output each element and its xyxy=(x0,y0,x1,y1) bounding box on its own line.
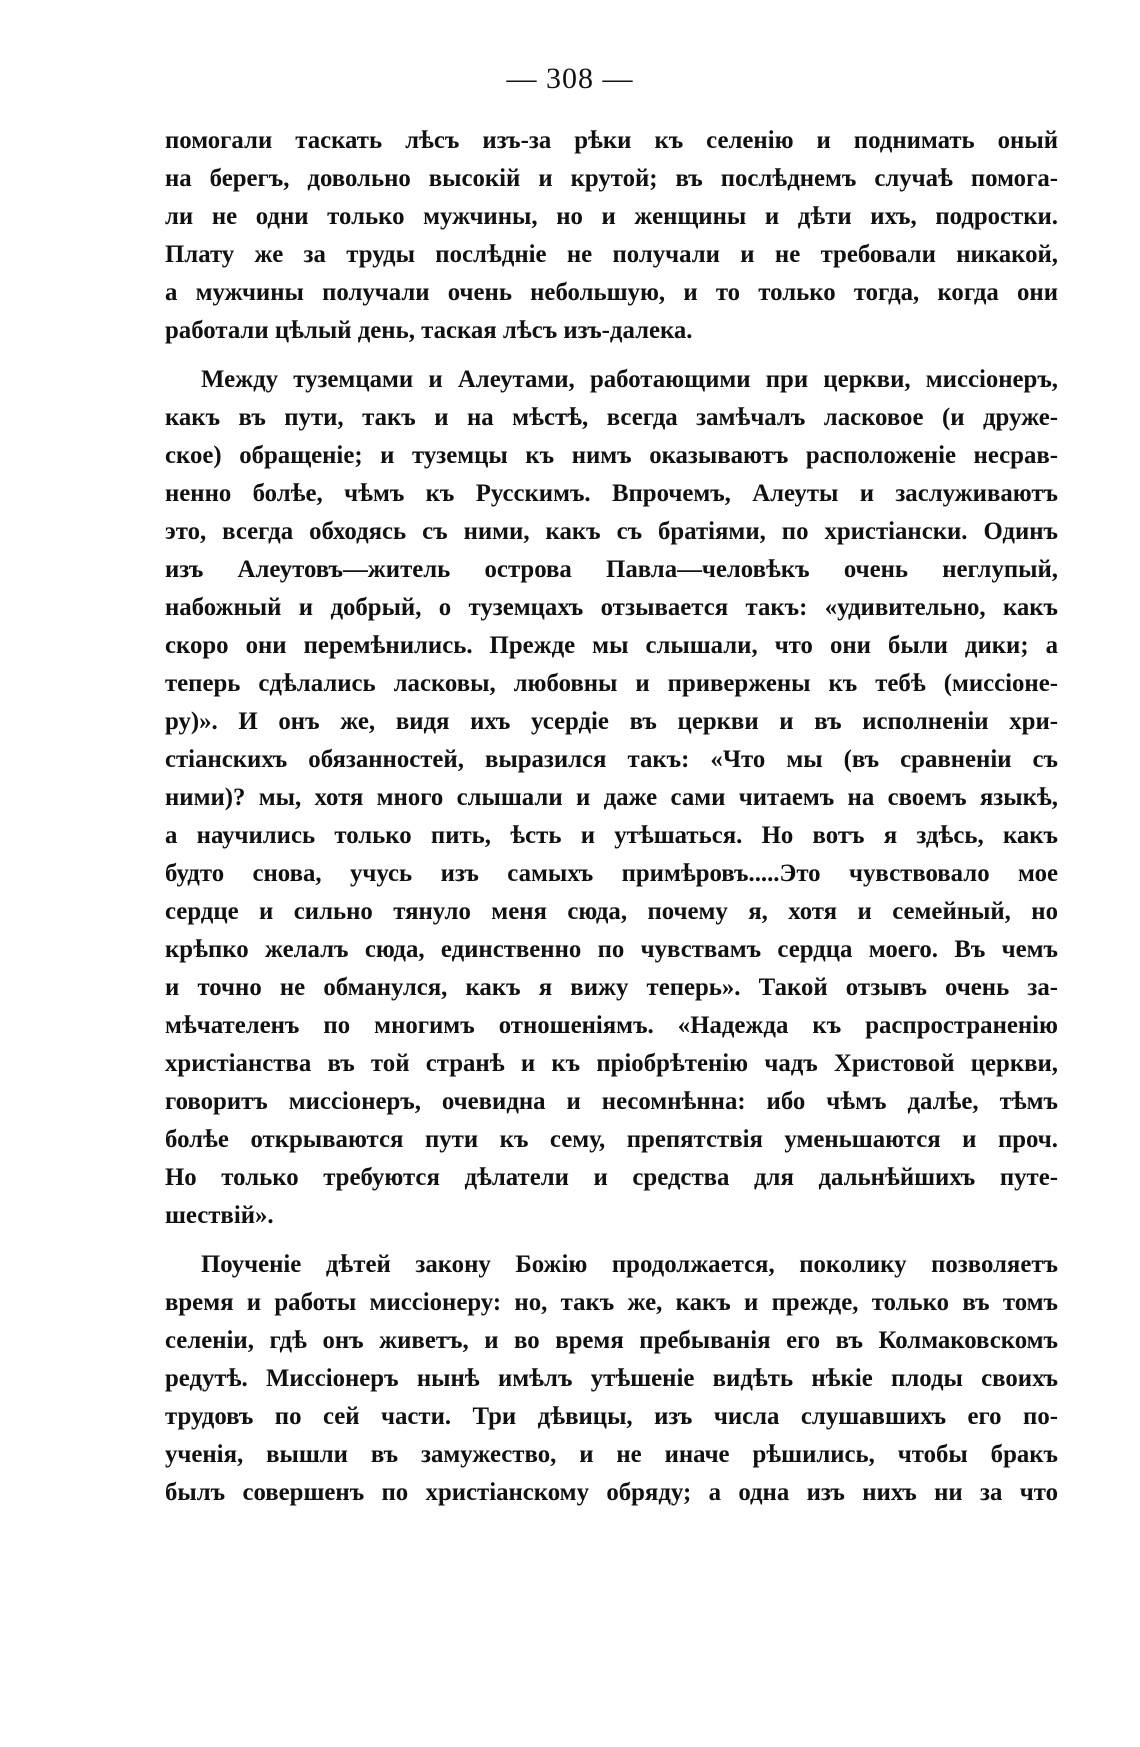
text-line: говоритъ миссіонеръ, очевидна и несомнѣнна: ибо чѣмъ далѣе, тѣмъ xyxy=(165,1088,1058,1115)
text-line: Плату же за труды послѣдніе не получали и не требовали никакой, xyxy=(165,241,1058,268)
text-line: работали цѣлый день, таская лѣсъ изъ-далека. xyxy=(165,317,693,344)
text-line: Поученіе дѣтей закону Божію продолжается, поколику позволяетъ xyxy=(201,1251,1058,1278)
text-line: редутѣ. Миссіонеръ нынѣ имѣлъ утѣшеніе видѣть нѣкіе плоды своихъ xyxy=(165,1365,1058,1392)
text-line: помогали таскать лѣсъ изъ-за рѣки къ селенію и поднимать оный xyxy=(165,127,1058,154)
text-line: на берегъ, довольно высокій и крутой; въ послѣднемъ случаѣ помога- xyxy=(165,165,1058,192)
text-line: сердце и сильно тянуло меня сюда, почему я, хотя и семейный, но xyxy=(165,898,1058,925)
text-line: ученія, вышли въ замужество, и не иначе рѣшились, чтобы бракъ xyxy=(165,1441,1058,1468)
text-line: Но только требуются дѣлатели и средства для дальнѣйшихъ путе- xyxy=(165,1164,1058,1191)
text-line: ское) обращеніе; и туземцы къ нимъ оказываютъ расположеніе несрав- xyxy=(165,442,1058,469)
text-line: изъ Алеутовъ—житель острова Павла—человѣкъ очень неглупый, xyxy=(165,556,1058,583)
text-line: крѣпко желалъ сюда, единственно по чувствамъ сердца моего. Въ чемъ xyxy=(165,936,1058,963)
paragraph-3 xyxy=(165,1246,1058,1512)
text-line: христіанства въ той странѣ и къ пріобрѣтенію чадъ Христовой церкви, xyxy=(165,1050,1058,1077)
page-number: — 308 — xyxy=(506,62,634,95)
text-line: ненно болѣе, чѣмъ къ Русскимъ. Впрочемъ, Алеуты и заслуживаютъ xyxy=(165,480,1058,507)
text-line: былъ совершенъ по христіанскому обряду; а одна изъ нихъ ни за что xyxy=(165,1479,1058,1506)
text-line: ру)». И онъ же, видя ихъ усердіе въ церкви и въ исполненіи хри- xyxy=(165,708,1058,735)
body-text xyxy=(165,122,1058,1512)
text-line: трудовъ по сей части. Три дѣвицы, изъ числа слушавшихъ его по- xyxy=(165,1403,1058,1430)
text-line: и точно не обманулся, какъ я вижу теперь». Такой отзывъ очень за- xyxy=(165,974,1058,1001)
text-line: теперь сдѣлались ласковы, любовны и привержены къ тебѣ (миссіоне- xyxy=(165,670,1058,697)
paragraph-1 xyxy=(165,122,1058,350)
text-line: а научились только пить, ѣсть и утѣшаться. Но вотъ я здѣсь, какъ xyxy=(165,822,1058,849)
text-line: это, всегда обходясь съ ними, какъ съ братіями, по христіански. Одинъ xyxy=(165,518,1058,545)
text-line: селеніи, гдѣ онъ живетъ, и во время пребыванія его въ Колмаковскомъ xyxy=(165,1327,1058,1354)
text-line: будто снова, учусь изъ самыхъ примѣровъ.....Это чувствовало мое xyxy=(165,860,1058,887)
text-line: мѣчателенъ по многимъ отношеніямъ. «Надежда къ распространенію xyxy=(165,1012,1058,1039)
text-line: время и работы миссіонеру: но, такъ же, какъ и прежде, только въ томъ xyxy=(165,1289,1058,1316)
text-line: Между туземцами и Алеутами, работающими при церкви, миссіонеръ, xyxy=(201,366,1058,393)
text-line: шествій». xyxy=(165,1202,274,1229)
text-line: набожный и добрый, о туземцахъ отзывается такъ: «удивительно, какъ xyxy=(165,594,1058,621)
text-line: стіанскихъ обязанностей, выразился такъ: «Что мы (въ сравненіи съ xyxy=(165,746,1058,773)
text-line: какъ въ пути, такъ и на мѣстѣ, всегда замѣчалъ ласковое (и друже- xyxy=(165,404,1058,431)
text-line: скоро они перемѣнились. Прежде мы слышали, что они были дики; а xyxy=(165,632,1058,659)
text-line: ли не одни только мужчины, но и женщины и дѣти ихъ, подростки. xyxy=(165,203,1058,230)
text-line: ними)? мы, хотя много слышали и даже сами читаемъ на своемъ языкѣ, xyxy=(165,784,1058,811)
text-line: а мужчины получали очень небольшую, и то только тогда, когда они xyxy=(165,279,1058,306)
paragraph-2 xyxy=(165,361,1058,1235)
text-line: болѣе открываются пути къ сему, препятствія уменьшаются и проч. xyxy=(165,1126,1058,1153)
